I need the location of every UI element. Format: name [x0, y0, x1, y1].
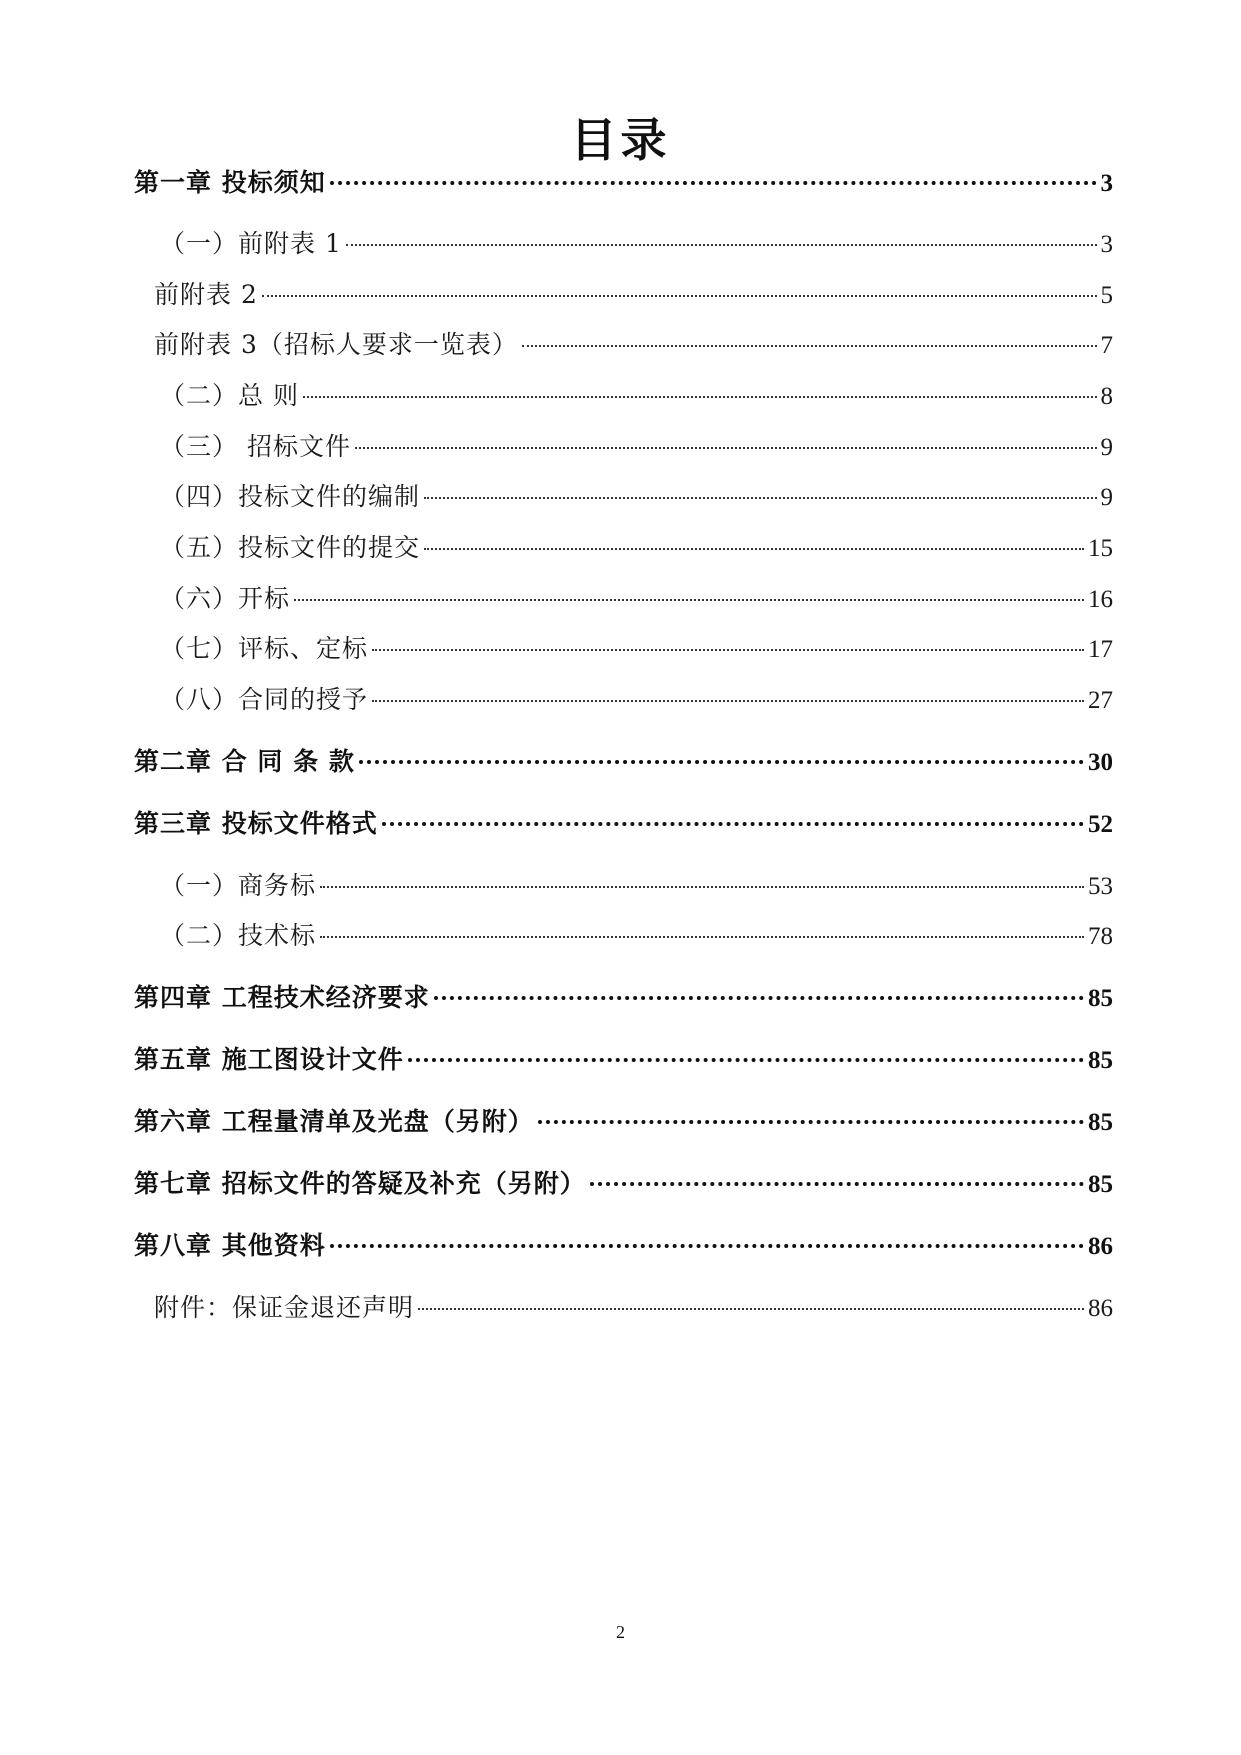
toc-entry-title: （三） 招标文件 — [160, 432, 351, 461]
toc-entry-title: 第七章 招标文件的答疑及补充（另附） — [134, 1169, 586, 1198]
page-title: 目录 — [570, 113, 671, 167]
toc-entry-title: 第六章 工程量清单及光盘（另附） — [134, 1107, 534, 1136]
toc-entry-section[interactable] — [160, 866, 1113, 906]
toc-entry-page-number: 5 — [1100, 282, 1113, 309]
toc-dot-leader — [372, 649, 1084, 651]
toc-entry-page-number: 86 — [1088, 1295, 1113, 1322]
toc-entry-page-number: 16 — [1088, 586, 1113, 613]
toc-entry-chapter-1[interactable] — [134, 163, 1113, 203]
toc-dot-leader — [355, 447, 1097, 449]
toc-entry-page-number: 3 — [1100, 170, 1113, 197]
toc-dot-leader — [330, 181, 1097, 185]
toc-dot-leader — [320, 936, 1084, 938]
toc-entry-page-number: 9 — [1100, 434, 1113, 461]
toc-entry-title: （六）开标 — [160, 584, 291, 613]
toc-dot-leader — [590, 1182, 1084, 1186]
toc-dot-leader — [408, 1058, 1084, 1062]
toc-entry-page-number: 86 — [1088, 1233, 1113, 1260]
toc-entry-title: （二）技术标 — [160, 921, 317, 950]
toc-entry-page-number: 53 — [1088, 873, 1113, 900]
toc-entry-page-number: 27 — [1088, 687, 1113, 714]
toc-entry-title: 第一章 投标须知 — [134, 168, 326, 197]
toc-dot-leader — [330, 1244, 1084, 1248]
toc-entry-title: 第八章 其他资料 — [134, 1231, 326, 1260]
toc-entry-section[interactable] — [160, 427, 1113, 467]
toc-dot-leader — [424, 548, 1084, 550]
toc-dot-leader — [294, 599, 1084, 601]
toc-entry-page-number: 17 — [1088, 636, 1113, 663]
toc-entry-section[interactable] — [160, 629, 1113, 669]
toc-entry-title: （四）投标文件的编制 — [160, 482, 421, 511]
toc-entry-page-number: 85 — [1088, 985, 1113, 1012]
toc-dot-leader — [320, 886, 1084, 888]
toc-entry-section[interactable] — [160, 477, 1113, 517]
toc-dot-leader — [424, 497, 1096, 499]
toc-entry-chapter-5[interactable] — [134, 1040, 1113, 1080]
toc-entry-section[interactable] — [154, 275, 1113, 315]
toc-dot-leader — [262, 295, 1097, 297]
toc-entry-page-number: 85 — [1088, 1047, 1113, 1074]
toc-dot-leader — [522, 345, 1097, 347]
toc-entry-chapter-6[interactable] — [134, 1102, 1113, 1142]
toc-dot-leader — [303, 396, 1097, 398]
toc-entry-page-number: 78 — [1088, 923, 1113, 950]
toc-dot-leader — [382, 822, 1084, 826]
toc-entry-chapter-8[interactable] — [134, 1226, 1113, 1266]
toc-dot-leader — [418, 1308, 1084, 1310]
toc-dot-leader — [372, 700, 1084, 702]
toc-entry-title: 第五章 施工图设计文件 — [134, 1045, 404, 1074]
toc-entry-page-number: 7 — [1100, 332, 1113, 359]
page-number: 2 — [616, 1622, 625, 1642]
toc-entry-section[interactable] — [160, 376, 1113, 416]
toc-entry-section[interactable] — [160, 528, 1113, 568]
toc-entry-page-number: 52 — [1088, 811, 1113, 838]
toc-entry-chapter-4[interactable] — [134, 978, 1113, 1018]
toc-entry-page-number: 9 — [1100, 484, 1113, 511]
toc-entry-page-number: 15 — [1088, 535, 1113, 562]
toc-entry-page-number: 85 — [1088, 1109, 1113, 1136]
toc-entry-title: 前附表 2 — [154, 280, 258, 309]
toc-entry-title: （五）投标文件的提交 — [160, 533, 421, 562]
toc-entry-title: 第二章 合 同 条 款 — [134, 747, 355, 776]
toc-entry-section[interactable] — [160, 224, 1113, 264]
toc-entry-page-number: 8 — [1100, 383, 1113, 410]
toc-entry-page-number: 3 — [1100, 231, 1113, 258]
toc-entry-title: 第三章 投标文件格式 — [134, 809, 378, 838]
toc-entry-title: 附件：保证金退还声明 — [154, 1293, 415, 1322]
toc-entry-chapter-7[interactable] — [134, 1164, 1113, 1204]
toc-entry-title: （一）商务标 — [160, 871, 317, 900]
toc-entry-page-number: 85 — [1088, 1171, 1113, 1198]
toc-entry-section[interactable] — [160, 916, 1113, 956]
toc-dot-leader — [359, 760, 1084, 764]
toc-dot-leader — [538, 1120, 1084, 1124]
toc-entry-title: 前附表 3（招标人要求一览表） — [154, 330, 518, 359]
toc-entry-section[interactable] — [160, 680, 1113, 720]
toc-entry-chapter-2[interactable] — [134, 742, 1113, 782]
toc-entry-appendix[interactable] — [154, 1288, 1113, 1328]
toc-entry-title: （一）前附表 1 — [160, 229, 342, 258]
toc-entry-title: （八）合同的授予 — [160, 685, 369, 714]
toc-dot-leader — [434, 996, 1084, 1000]
toc-entry-title: 第四章 工程技术经济要求 — [134, 983, 430, 1012]
toc-dot-leader — [346, 244, 1097, 246]
toc-entry-chapter-3[interactable] — [134, 804, 1113, 844]
toc-entry-section[interactable] — [154, 325, 1113, 365]
toc-entry-page-number: 30 — [1088, 749, 1113, 776]
toc-entry-section[interactable] — [160, 579, 1113, 619]
toc-entry-title: （二）总 则 — [160, 381, 299, 410]
toc-entry-title: （七）评标、定标 — [160, 634, 369, 663]
